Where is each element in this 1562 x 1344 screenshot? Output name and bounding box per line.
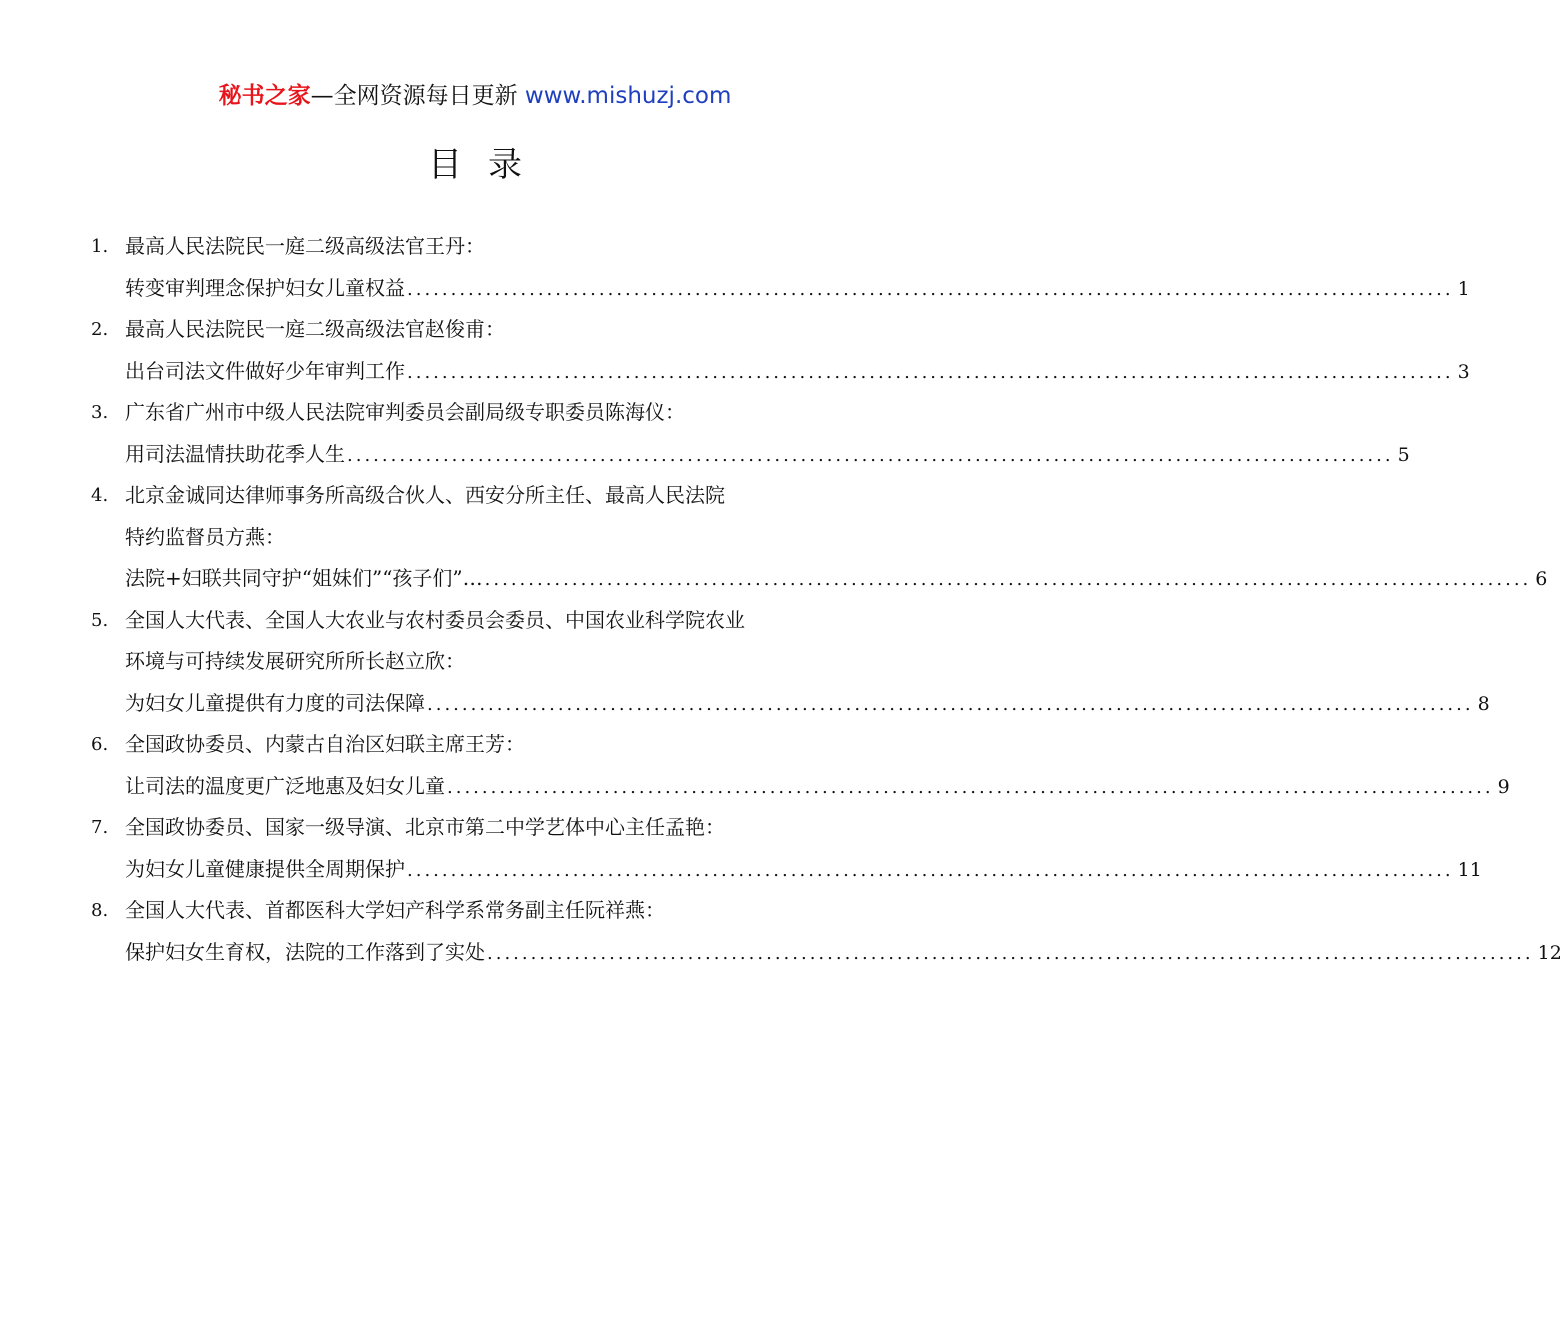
toc-entry-title-line[interactable] [125,268,1470,310]
toc-entry-title: 为妇女儿童健康提供全周期保护 [125,856,405,881]
toc-entry[interactable] [0,475,1548,600]
toc-entry-title-line[interactable] [125,434,1410,476]
banner-tagline: —全网资源每日更新 [310,83,518,109]
toc-entry-number: 8. [91,900,109,921]
toc-entry-title-line[interactable] [125,683,1490,725]
toc-entry-title-line[interactable] [125,849,1482,891]
toc-entry-number: 6. [91,734,109,755]
toc-heading-text: 全国政协委员、国家一级导演、北京市第二中学艺体中心主任孟艳： [125,815,725,839]
toc-entry-heading [0,475,950,517]
site-banner [0,80,950,112]
toc-entry-title-line[interactable] [125,766,1510,808]
toc-heading-text: 全国政协委员、内蒙古自治区妇联主席王芳： [125,732,525,756]
toc-entry-title-line[interactable] [125,558,1548,600]
toc-entry-title: 保护妇女生育权，法院的工作落到了实处 [125,939,485,964]
toc-page-number: 6 [1535,568,1548,590]
toc-heading-text: 全国人大代表、全国人大农业与农村委员会委员、中国农业科学院农业 [125,607,745,632]
toc-entry-heading [0,392,950,434]
toc-leader-dots: ........................................................................................................................ [487,942,1534,964]
toc-heading-text: 广东省广州市中级人民法院审判委员会副局级专职委员陈海仪： [125,400,685,424]
toc-entry-number: 1. [91,236,109,257]
toc-entry[interactable] [0,724,1510,807]
toc-page-number: 8 [1477,692,1490,715]
toc-page-number: 12 [1537,941,1562,964]
toc-entry-number: 5. [91,609,109,631]
toc-leader-dots: ........................................................................................................................ [407,278,1454,300]
toc-heading-text: 北京金诚同达律师事务所高级合伙人、西安分所主任、最高人民法院 [125,483,725,507]
toc-leader-dots: ........................................................................................................................ [407,859,1454,881]
toc-heading-text: 全国人大代表、首都医科大学妇产科学系常务副主任阮祥燕： [125,898,665,922]
toc-leader-dots: ........................................................................................................................ [484,569,1532,590]
toc-entry-heading [0,807,950,849]
toc-entry[interactable] [0,392,1410,475]
toc-leader-dots: ........................................................................................................................ [447,776,1494,798]
toc-entry-heading [0,517,950,559]
banner-url-link[interactable]: www.mishuzj.com [524,83,732,109]
toc-entry-heading [0,890,950,932]
toc-page-number: 11 [1457,858,1482,881]
toc-entry-title-line[interactable] [125,932,1562,974]
toc-leader-dots: ........................................................................................................................ [427,693,1474,715]
toc-page-number: 5 [1397,443,1410,466]
toc-entry-title: 出台司法文件做好少年审判工作 [125,358,405,383]
toc-entry-number: 7. [91,817,109,838]
toc-entry-number: 2. [91,319,109,340]
toc-entry-number: 3. [91,402,109,423]
toc-entry-heading [0,309,950,351]
toc-entry[interactable] [0,226,1470,309]
toc-entry[interactable] [0,600,1490,725]
toc-page-number: 3 [1457,360,1470,383]
toc-entry-title: 为妇女儿童提供有力度的司法保障 [125,690,425,715]
toc-entry-heading [0,724,950,766]
toc-heading-text: 环境与可持续发展研究所所长赵立欣： [125,649,465,673]
toc-heading-text: 最高人民法院民一庭二级高级法官赵俊甫： [125,317,505,341]
toc-entry[interactable] [0,807,1482,890]
toc-entry-title: 用司法温情扶助花季人生 [125,441,345,466]
toc-leader-dots: ........................................................................................................................ [347,444,1394,466]
toc-heading-text: 特约监督员方燕： [125,524,285,549]
table-of-contents [0,226,1562,973]
banner-brand: 秘书之家 [218,83,311,109]
toc-entry-heading [0,600,950,642]
toc-entry-title: 法院+妇联共同守护“姐妹们”“孩子们”… [125,566,483,590]
toc-heading-text: 最高人民法院民一庭二级高级法官王丹： [125,234,485,258]
toc-page-number: 1 [1457,277,1470,300]
toc-page-number: 9 [1497,775,1510,798]
toc-entry[interactable] [0,890,1562,973]
toc-entry-title-line[interactable] [125,351,1470,393]
toc-entry[interactable] [0,309,1470,392]
page-title: 目录 [428,145,548,185]
toc-entry-heading [0,641,950,683]
toc-entry-title: 让司法的温度更广泛地惠及妇女儿童 [125,773,445,798]
toc-entry-title: 转变审判理念保护妇女儿童权益 [125,275,405,300]
toc-leader-dots: ........................................................................................................................ [407,361,1454,383]
toc-entry-number: 4. [91,485,109,506]
toc-entry-heading [0,226,950,268]
